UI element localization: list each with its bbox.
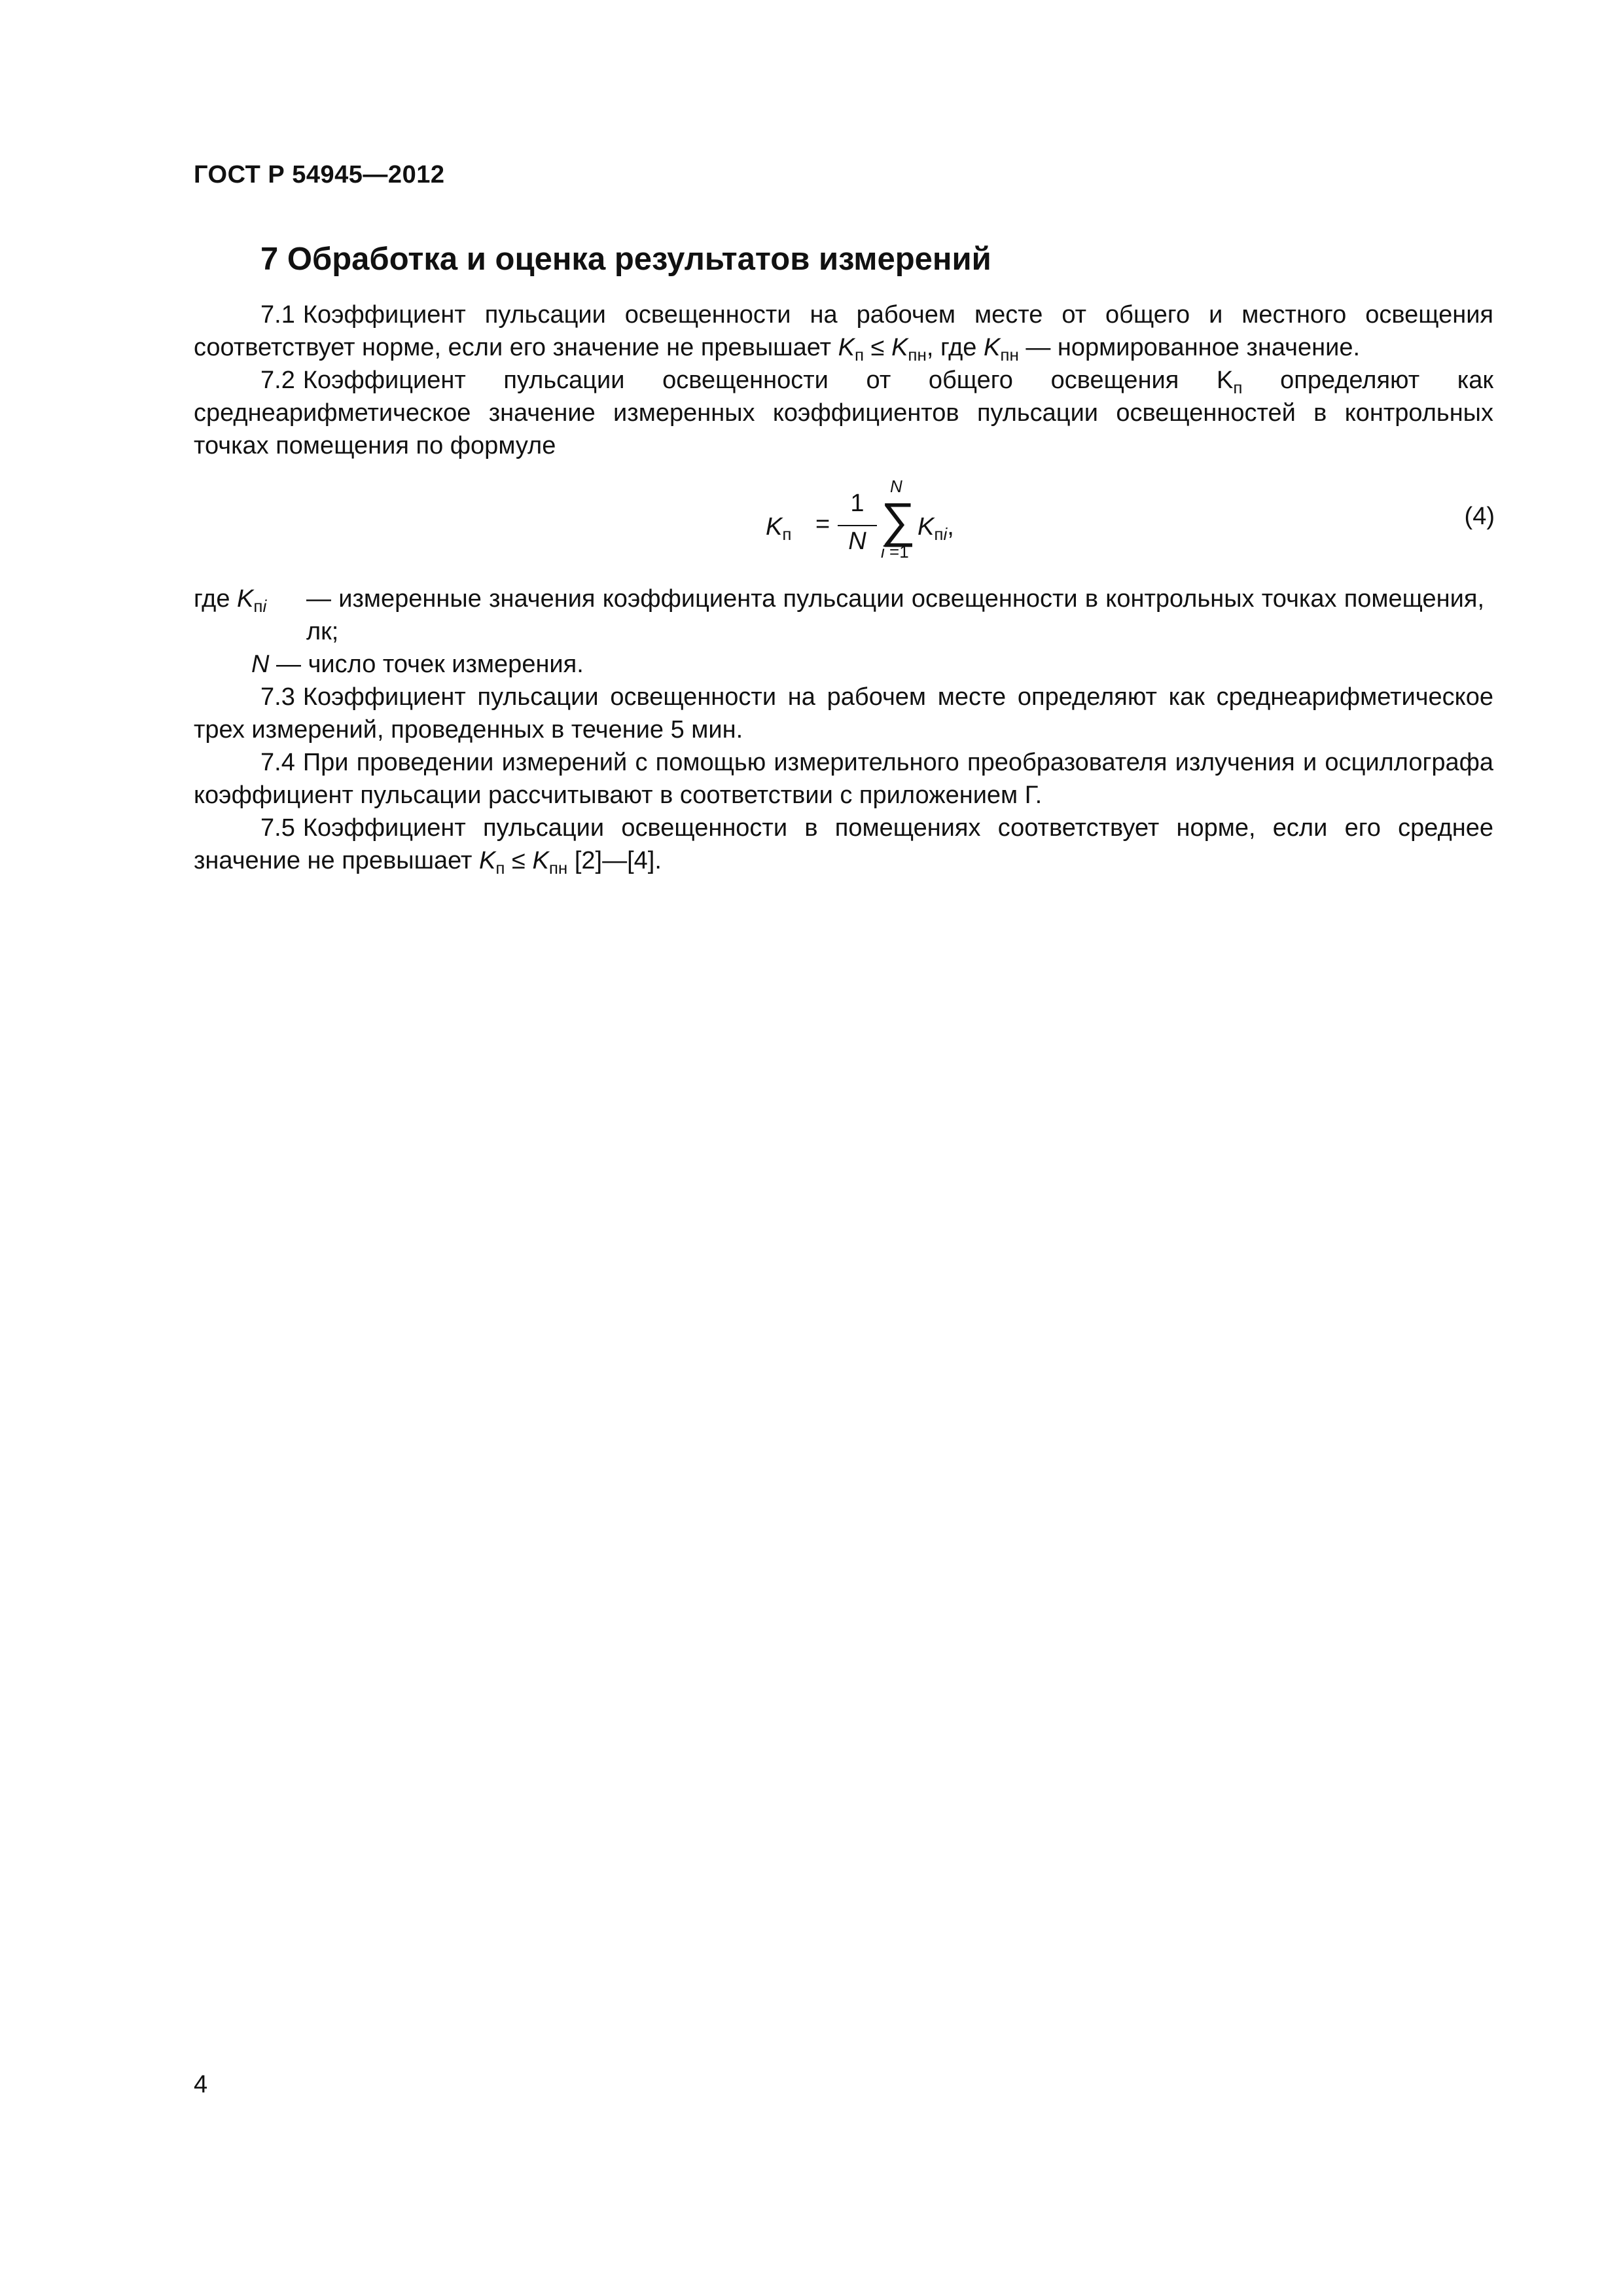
- paragraph-number: 7.4: [260, 749, 295, 776]
- formula-sum-upper: N: [890, 476, 902, 496]
- formula-fraction-bar: [838, 525, 877, 526]
- paragraph-number: 7.5: [260, 814, 295, 842]
- paragraph-block-top: [194, 298, 1493, 462]
- paragraph-number: 7.3: [260, 683, 295, 711]
- where-item-kpi: где $K_{пi}$ — измеренные значения коэффициента пульсации освещенности в контрольных точках помещения, лк;: [194, 583, 1493, 648]
- formula-number: (4): [1464, 503, 1495, 530]
- page-number: 4: [194, 2071, 208, 2098]
- formula-sum-lower: i =1: [881, 542, 909, 562]
- paragraph-7-2: 7.2 Коэффициент пульсации освещенности от общего освещения $K_п$ определяют как среднеарифметическое значение измеренных коэффициентов пульсации освещенностей в контрольных точках помещения по формуле: [194, 367, 1493, 459]
- formula-equals: =: [815, 511, 830, 538]
- where-item-n: N — число точек измерения.: [251, 651, 584, 678]
- document-code-header: ГОСТ Р 54945—2012: [194, 161, 445, 188]
- paragraph-number: 7.2: [260, 367, 295, 394]
- paragraph-7-1: 7.1 Коэффициент пульсации освещенности на рабочем месте от общего и местного освещения соответствует норме, если его значение не превышает $K_п \le K_{пн}$, где $K_{пн}$ — нормированное значение.: [194, 301, 1493, 365]
- formula-fraction-denominator: N: [848, 528, 866, 555]
- formula-4: [753, 476, 1495, 565]
- where-definition: — измеренные значения коэффициента пульсации освещенности в контрольных точках помещения, лк;: [306, 585, 1484, 645]
- formula-lhs: $K_п$: [766, 513, 792, 544]
- where-block: [194, 583, 1493, 681]
- paragraph-block-bottom: [194, 681, 1493, 877]
- paragraph-number: 7.1: [260, 301, 295, 329]
- paragraph-7-4: 7.4 При проведении измерений с помощью измерительного преобразователя излучения и осциллографа коэффициент пульсации рассчитывают в соответствии с приложением Г.: [194, 749, 1493, 809]
- paragraph-7-3: 7.3 Коэффициент пульсации освещенности на рабочем месте определяют как среднеарифметическое трех измерений, проведенных в течение 5 мин.: [194, 683, 1493, 744]
- sum-sigma-icon: ∑: [881, 493, 916, 547]
- paragraph-7-5: 7.5 Коэффициент пульсации освещенности в помещениях соответствует норме, если его среднее значение не превышает $K_п \le K_{пн}$ [2]—[4].: [194, 814, 1493, 878]
- formula-fraction-numerator: 1: [850, 490, 865, 517]
- section-title: 7 Обработка и оценка результатов измерений: [260, 242, 991, 277]
- formula-term: $K_{пi}$,: [918, 513, 954, 544]
